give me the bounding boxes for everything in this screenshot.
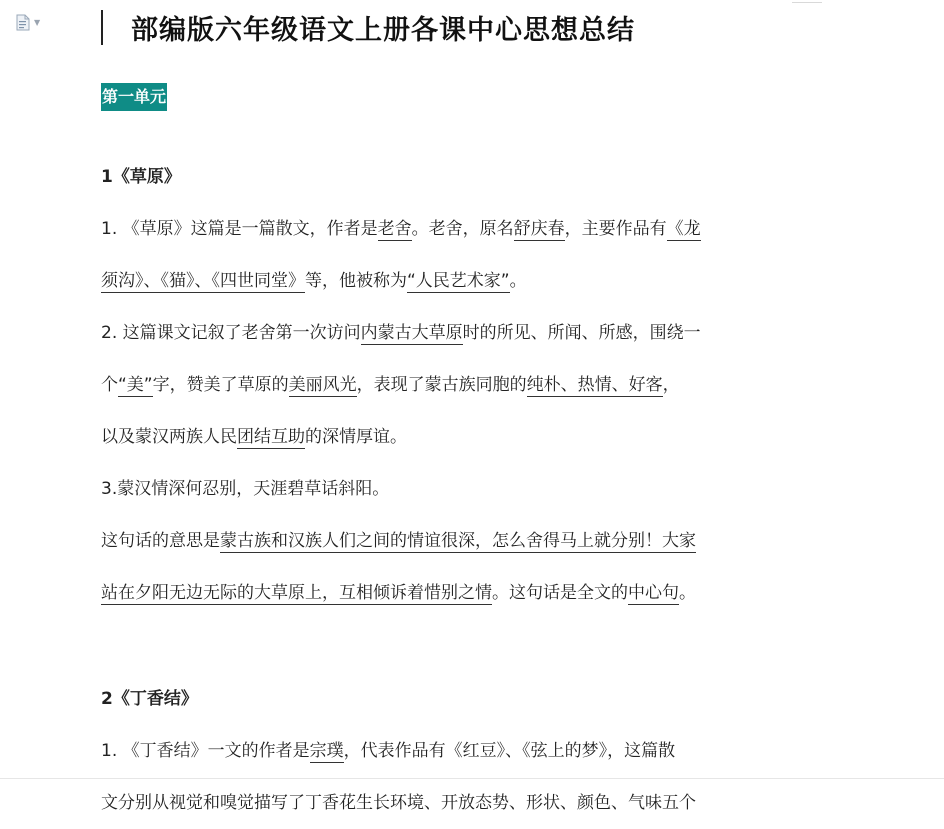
underlined-term: 蒙古族和汉族人们之间的情谊很深，怎么舍得马上就分别！大家 bbox=[220, 531, 696, 551]
page-title: 部编版六年级语文上册各课中心思想总结 bbox=[131, 15, 635, 46]
page-corner-mark bbox=[792, 0, 822, 3]
paragraph-line: 个“美”字，赞美了草原的美丽风光，表现了蒙古族同胞的纯朴、热情、好客， bbox=[101, 375, 680, 395]
underlined-term: 须沟》、《猫》、《四世同堂》 bbox=[101, 271, 305, 291]
underlined-term: 内蒙古大草原 bbox=[360, 323, 463, 343]
document-body bbox=[101, 83, 801, 829]
underlined-term: 团结互助 bbox=[237, 427, 305, 447]
document-icon-menu[interactable] bbox=[16, 14, 40, 31]
paragraph-line: 以及蒙汉两族人民团结互助的深情厚谊。 bbox=[101, 427, 407, 447]
lesson-heading: 1《草原》 bbox=[101, 167, 181, 187]
underlined-term: 老舍 bbox=[377, 219, 412, 239]
underlined-term: 中心句 bbox=[628, 583, 679, 603]
underlined-term: 舒庆春 bbox=[513, 219, 565, 239]
paragraph-line: 2. 这篇课文记叙了老舍第一次访问内蒙古大草原时的所见、所闻、所感，围绕一 bbox=[101, 323, 701, 343]
paragraph-line: 文分别从视觉和嗅觉描写了丁香花生长环境、开放态势、形状、颜色、气味五个 bbox=[101, 793, 696, 813]
underlined-term: “人民艺术家” bbox=[407, 271, 510, 291]
paragraph-line: 3.蒙汉情深何忍别，天涯碧草话斜阳。 bbox=[101, 479, 390, 499]
paragraph-line: 须沟》、《猫》、《四世同堂》等，他被称为“人民艺术家”。 bbox=[101, 271, 527, 291]
chevron-down-icon: ▼ bbox=[34, 18, 41, 27]
underlined-term: “美” bbox=[118, 375, 153, 395]
underlined-term: 《龙 bbox=[666, 219, 701, 239]
lesson-heading: 2《丁香结》 bbox=[101, 689, 198, 709]
underlined-term: 站在夕阳无边无际的大草原上，互相倾诉着惜别之情 bbox=[101, 583, 492, 603]
paragraph-line: 1. 《丁香结》一文的作者是宗璞，代表作品有《红豆》、《弦上的梦》，这篇散 bbox=[101, 741, 676, 761]
title-divider bbox=[101, 10, 103, 45]
unit-heading: 第一单元 bbox=[101, 83, 167, 111]
underlined-term: 宗璞 bbox=[309, 741, 344, 761]
paragraph-line: 这句话的意思是蒙古族和汉族人们之间的情谊很深，怎么舍得马上就分别！大家 bbox=[101, 531, 696, 551]
paragraph-line: 站在夕阳无边无际的大草原上，互相倾诉着惜别之情。这句话是全文的中心句。 bbox=[101, 583, 696, 603]
paragraph-line: 1. 《草原》这篇是一篇散文，作者是老舍。老舍，原名舒庆春，主要作品有《龙 bbox=[101, 219, 701, 239]
underlined-term: 美丽风光 bbox=[288, 375, 357, 395]
underlined-term: 纯朴、热情、好客 bbox=[526, 375, 663, 395]
document-icon bbox=[16, 14, 30, 31]
page-bottom-border bbox=[0, 778, 944, 779]
